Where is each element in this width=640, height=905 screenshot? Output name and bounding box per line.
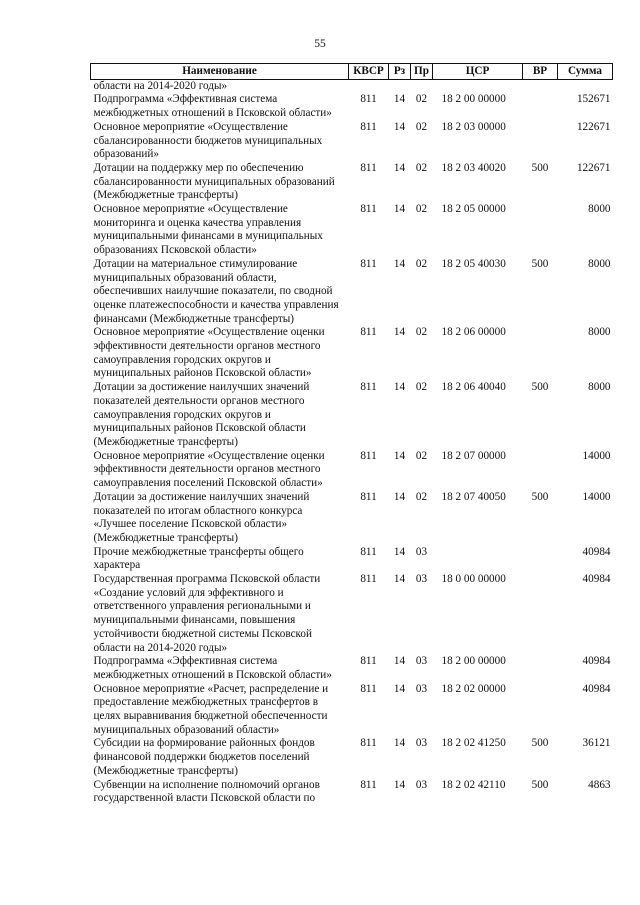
cell-pr: 02 bbox=[415, 381, 428, 394]
cell-sum: 152671 bbox=[576, 93, 611, 106]
cell-csr: 18 2 07 00000 bbox=[441, 449, 506, 462]
cell-kvsr: 811 bbox=[360, 737, 377, 750]
cell-rz: 14 bbox=[393, 120, 406, 133]
cell-csr: 18 2 00 00000 bbox=[441, 93, 506, 106]
cell-sum: 40984 bbox=[582, 573, 611, 586]
cell-kvsr: 811 bbox=[360, 203, 377, 216]
cell-csr: 18 2 02 41250 bbox=[441, 737, 506, 750]
cell-name: Государственная программа Псковской области «Создание условий для эффективного и ответственного управления региональными и муниципальными финансами, повышения устойчивости бюджетной системы Псковской области на 2014-2020 годы» bbox=[93, 573, 321, 654]
table-row bbox=[91, 546, 613, 573]
table-row bbox=[91, 258, 613, 327]
cell-csr bbox=[433, 546, 523, 573]
cell-name: Основное мероприятие «Осуществление оценки эффективности деятельности органов местного самоуправления городских округов и муниципальных районов Псковской области» bbox=[93, 326, 325, 380]
header-rz: Рз bbox=[389, 64, 411, 80]
cell-pr: 03 bbox=[415, 682, 428, 695]
cell-pr: 02 bbox=[415, 203, 428, 216]
table-row bbox=[91, 737, 613, 778]
cell-kvsr: 811 bbox=[360, 449, 377, 462]
cell-vr bbox=[523, 203, 558, 258]
table-row bbox=[91, 683, 613, 738]
page-number: 55 bbox=[314, 38, 326, 50]
budget-table bbox=[90, 63, 613, 806]
cell-vr bbox=[523, 450, 558, 491]
cell-pr: 03 bbox=[415, 655, 428, 668]
table-row bbox=[91, 655, 613, 682]
cell-kvsr: 811 bbox=[360, 545, 377, 558]
cell-vr: 500 bbox=[531, 778, 549, 791]
cell-csr bbox=[433, 79, 523, 93]
cell-pr: 02 bbox=[415, 490, 428, 503]
cell-pr: 02 bbox=[415, 449, 428, 462]
cell-name: Подпрограмма «Эффективная система межбюджетных отношений в Псковской области» bbox=[93, 655, 332, 681]
table-row bbox=[91, 491, 613, 546]
header-vr: ВР bbox=[523, 64, 558, 80]
table-row bbox=[91, 573, 613, 655]
cell-sum: 36121 bbox=[582, 737, 611, 750]
cell-kvsr: 811 bbox=[360, 682, 377, 695]
table-row bbox=[91, 326, 613, 381]
cell-sum: 14000 bbox=[582, 449, 611, 462]
cell-vr bbox=[523, 93, 558, 120]
cell-vr: 500 bbox=[531, 161, 549, 174]
cell-sum: 8000 bbox=[588, 381, 611, 394]
cell-vr bbox=[523, 683, 558, 738]
cell-pr: 03 bbox=[415, 545, 428, 558]
cell-vr bbox=[523, 655, 558, 682]
table-row bbox=[91, 93, 613, 120]
cell-name: Дотации за достижение наилучших значений показателей деятельности органов местного самоуправления городских округов и муниципальных районов Псковской области (Межбюджетные трансферты) bbox=[93, 381, 310, 448]
cell-name: Дотации за достижение наилучших значений показателей по итогам областного конкурса «Лучшее поселение Псковской области» (Межбюджетные трансферты) bbox=[93, 490, 310, 544]
header-sum: Сумма bbox=[558, 64, 613, 80]
cell-pr: 03 bbox=[415, 573, 428, 586]
cell-name: Субвенции на исполнение полномочий органов государственной власти Псковской области по bbox=[93, 778, 320, 805]
cell-name: Основное мероприятие «Осуществление сбалансированности бюджетов муниципальных образований» bbox=[93, 120, 323, 161]
cell-kvsr: 811 bbox=[360, 120, 377, 133]
table-body bbox=[91, 79, 613, 806]
cell-rz: 14 bbox=[393, 381, 406, 394]
cell-rz: 14 bbox=[393, 778, 406, 791]
cell-name: Субсидии на формирование районных фондов финансовой поддержки бюджетов поселений (Межбюджетные трансферты) bbox=[93, 737, 315, 777]
cell-sum: 40984 bbox=[582, 655, 611, 668]
cell-sum: 8000 bbox=[588, 326, 611, 339]
header-name: Наименование bbox=[91, 64, 349, 80]
cell-vr bbox=[523, 79, 558, 93]
cell-csr: 18 2 03 00000 bbox=[441, 120, 506, 133]
cell-sum: 8000 bbox=[588, 203, 611, 216]
table-header bbox=[91, 64, 613, 80]
cell-kvsr: 811 bbox=[360, 381, 377, 394]
table-row bbox=[91, 381, 613, 450]
header-row bbox=[91, 64, 613, 80]
cell-sum bbox=[558, 79, 613, 93]
cell-kvsr: 811 bbox=[360, 778, 377, 791]
cell-rz bbox=[389, 79, 411, 93]
cell-sum: 4863 bbox=[588, 778, 611, 791]
cell-rz: 14 bbox=[393, 93, 406, 106]
cell-csr: 18 2 07 40050 bbox=[441, 490, 506, 503]
cell-sum: 8000 bbox=[588, 257, 611, 270]
cell-name: Основное мероприятие «Расчет, распределение и предоставление межбюджетных трансфертов в целях выравнивания бюджетной обеспеченности муниципальных образований области» bbox=[93, 682, 329, 736]
cell-pr: 02 bbox=[415, 161, 428, 174]
table-row bbox=[91, 121, 613, 162]
cell-vr bbox=[523, 326, 558, 381]
cell-name: Подпрограмма «Эффективная система межбюджетных отношений в Псковской области» bbox=[93, 93, 332, 120]
header-csr: ЦСР bbox=[433, 64, 523, 80]
cell-csr: 18 0 00 00000 bbox=[441, 573, 506, 586]
cell-vr: 500 bbox=[531, 737, 549, 750]
cell-rz: 14 bbox=[393, 449, 406, 462]
cell-sum: 14000 bbox=[582, 490, 611, 503]
cell-pr: 03 bbox=[415, 737, 428, 750]
table-row bbox=[91, 162, 613, 203]
cell-rz: 14 bbox=[393, 655, 406, 668]
cell-rz: 14 bbox=[393, 682, 406, 695]
cell-vr bbox=[523, 546, 558, 573]
cell-name: Основное мероприятие «Осуществление мониторинга и оценка качества управления муниципальными финансами в муниципальных образованиях Псковской области» bbox=[93, 203, 323, 257]
cell-pr: 02 bbox=[415, 120, 428, 133]
cell-rz: 14 bbox=[393, 737, 406, 750]
cell-sum: 122671 bbox=[576, 161, 611, 174]
table-row bbox=[91, 450, 613, 491]
cell-rz: 14 bbox=[393, 203, 406, 216]
cell-rz: 14 bbox=[393, 490, 406, 503]
cell-name: Дотации на поддержку мер по обеспечению сбалансированности муниципальных образований (Межбюджетные трансферты) bbox=[93, 161, 335, 202]
cell-kvsr: 811 bbox=[360, 573, 377, 586]
cell-sum: 122671 bbox=[576, 120, 611, 133]
cell-pr: 02 bbox=[415, 326, 428, 339]
cell-csr: 18 2 00 00000 bbox=[441, 655, 506, 668]
cell-rz: 14 bbox=[393, 326, 406, 339]
cell-pr: 02 bbox=[415, 93, 428, 106]
header-kvsr: КВСР bbox=[349, 64, 389, 80]
cell-kvsr: 811 bbox=[360, 326, 377, 339]
cell-pr: 03 bbox=[415, 778, 428, 791]
cell-kvsr: 811 bbox=[360, 93, 377, 106]
cell-rz: 14 bbox=[393, 161, 406, 174]
budget-table-container bbox=[90, 63, 612, 806]
cell-kvsr: 811 bbox=[360, 257, 377, 270]
cell-name: области на 2014-2020 годы» bbox=[93, 79, 228, 92]
cell-csr: 18 2 05 00000 bbox=[441, 203, 506, 216]
cell-csr: 18 2 06 40040 bbox=[441, 381, 506, 394]
cell-vr: 500 bbox=[531, 381, 549, 394]
cell-vr: 500 bbox=[531, 490, 549, 503]
cell-name: Дотации на материальное стимулирование муниципальных образований области, обеспечивших наилучшие показатели, по сводной оценке платежеспособности и качества управления финансами (Межбюджетные трансферты) bbox=[93, 257, 339, 325]
table-row bbox=[91, 203, 613, 258]
cell-csr: 18 2 03 40020 bbox=[441, 161, 506, 174]
cell-pr bbox=[411, 79, 433, 93]
table-row bbox=[91, 779, 613, 806]
header-pr: Пр bbox=[411, 64, 433, 80]
cell-name: Прочие межбюджетные трансферты общего характера bbox=[93, 545, 304, 572]
cell-sum: 40984 bbox=[582, 545, 611, 558]
cell-rz: 14 bbox=[393, 257, 406, 270]
cell-rz: 14 bbox=[393, 573, 406, 586]
cell-kvsr bbox=[349, 79, 389, 93]
cell-vr: 500 bbox=[531, 257, 549, 270]
cell-kvsr: 811 bbox=[360, 161, 377, 174]
cell-pr: 02 bbox=[415, 257, 428, 270]
cell-vr bbox=[523, 573, 558, 655]
cell-kvsr: 811 bbox=[360, 490, 377, 503]
cell-vr bbox=[523, 121, 558, 162]
cell-csr: 18 2 06 00000 bbox=[441, 326, 506, 339]
cell-kvsr: 811 bbox=[360, 655, 377, 668]
cell-csr: 18 2 02 00000 bbox=[441, 682, 506, 695]
table-row bbox=[91, 79, 613, 93]
cell-rz: 14 bbox=[393, 545, 406, 558]
cell-sum: 40984 bbox=[582, 682, 611, 695]
cell-csr: 18 2 05 40030 bbox=[441, 257, 506, 270]
cell-name: Основное мероприятие «Осуществление оценки эффективности деятельности органов местного самоуправления поселений Псковской области» bbox=[93, 449, 325, 490]
cell-csr: 18 2 02 42110 bbox=[441, 778, 506, 791]
